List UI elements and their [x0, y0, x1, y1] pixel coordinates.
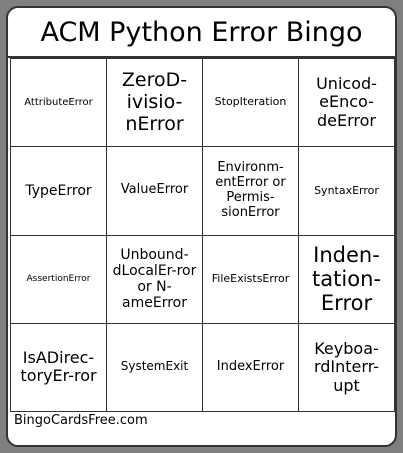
bingo-cell: Keyboa-rdInterr-upt	[299, 324, 395, 412]
bingo-cell: IndexError	[203, 324, 299, 412]
bingo-cell: Environm-entError or Permis-sionError	[203, 147, 299, 235]
bingo-cell: ZeroD-ivisio-nError	[107, 59, 203, 147]
bingo-cell: FileExistsError	[203, 236, 299, 324]
bingo-cell: SyntaxError	[299, 147, 395, 235]
bingo-card	[6, 6, 397, 447]
bingo-grid	[10, 58, 395, 412]
bingo-cell: AssertionError	[11, 236, 107, 324]
bingo-cell: Unbound-dLocalEr-ror or N-ameError	[107, 236, 203, 324]
bingo-cell: Unicod-eEnco-deError	[299, 59, 395, 147]
footer-credit: BingoCardsFree.com	[14, 413, 148, 428]
bingo-cell: StopIteration	[203, 59, 299, 147]
bingo-cell: Inden-tation-Error	[299, 236, 395, 324]
bingo-cell: SystemExit	[107, 324, 203, 412]
bingo-cell: ValueError	[107, 147, 203, 235]
bingo-cell: IsADirec-toryEr-ror	[11, 324, 107, 412]
bingo-cell: AttributeError	[11, 59, 107, 147]
bingo-cell: TypeError	[11, 147, 107, 235]
card-title: ACM Python Error Bingo	[8, 8, 395, 58]
